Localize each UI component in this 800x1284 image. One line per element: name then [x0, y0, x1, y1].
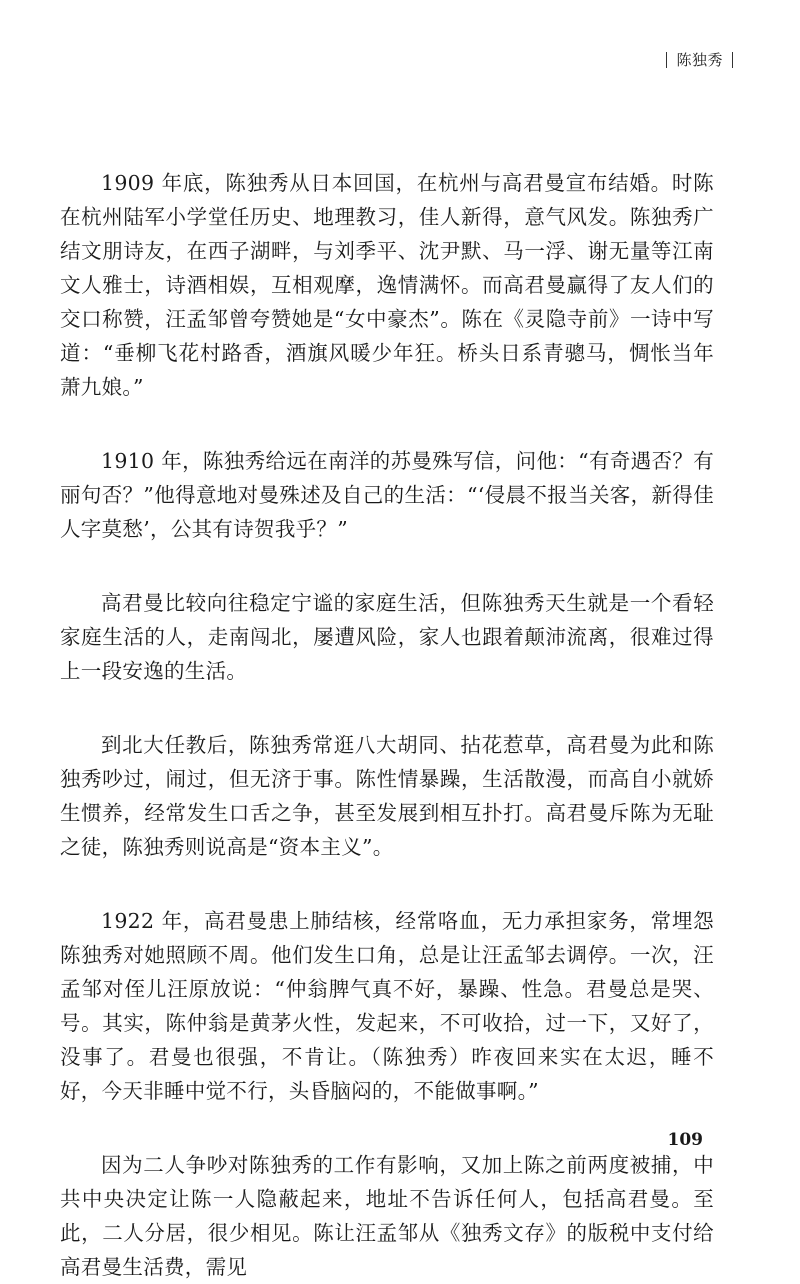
body-text: [60, 166, 714, 1284]
paragraph-5: 1922 年，高君曼患上肺结核，经常咯血，无力承担家务，常埋怨陈独秀对她照顾不周。他们发生口角，总是让汪孟邹去调停。一次，汪孟邹对侄儿汪原放说：“仲翁脾气真不好，暴躁、性急。君曼总是哭、号。其实，陈仲翁是黄茅火性，发起来，不可收拾，过一下，又好了，没事了。君曼也很强，不肯让。（陈独秀）昨夜回来实在太迟，睡不好，今天非睡中觉不行，头昏脑闷的，不能做事啊。”: [60, 909, 714, 1103]
paragraph-4: 到北大任教后，陈独秀常逛八大胡同、拈花惹草，高君曼为此和陈独秀吵过，闹过，但无济于事。陈性情暴躁，生活散漫，而高自小就娇生惯养，经常发生口舌之争，甚至发展到相互扑打。高君曼斥陈为无耻之徒，陈独秀则说高是“资本主义”。: [60, 733, 714, 859]
page-number: 109: [667, 1130, 703, 1150]
paragraph-6: 因为二人争吵对陈独秀的工作有影响，又加上陈之前两度被捕，中共中央决定让陈一人隐蔽起来，地址不告诉任何人，包括高君曼。至此，二人分居，很少相见。陈让汪孟邹从《独秀文存》的版税中支付给高君曼生活费，需见: [60, 1153, 714, 1279]
running-head-left-rule: [666, 52, 667, 68]
paragraph-1: 1909 年底，陈独秀从日本回国，在杭州与高君曼宣布结婚。时陈在杭州陆军小学堂任历史、地理教习，佳人新得，意气风发。陈独秀广结文朋诗友，在西子湖畔，与刘季平、沈尹默、马一浮、谢无量等江南文人雅士，诗酒相娱，互相观摩，逸情满怀。而高君曼赢得了友人们的交口称赞，汪孟邹曾夸赞她是“女中豪杰”。陈在《灵隐寺前》一诗中写道：“垂柳飞花村路香，酒旗风暖少年狂。桥头日系青骢马，惆怅当年萧九娘。”: [60, 171, 714, 399]
paragraph-2: 1910 年，陈独秀给远在南洋的苏曼殊写信，问他：“有奇遇否？有丽句否？”他得意地对曼殊述及自己的生活：“‘侵晨不报当关客，新得佳人字莫愁’，公其有诗贺我乎？”: [60, 449, 714, 541]
paragraph-3: 高君曼比较向往稳定宁谧的家庭生活，但陈独秀天生就是一个看轻家庭生活的人，走南闯北，屡遭风险，家人也跟着颠沛流离，很难过得上一段安逸的生活。: [60, 591, 714, 683]
running-head-title: 陈独秀: [676, 51, 723, 69]
running-head-right-rule: [732, 52, 733, 68]
running-head: [657, 49, 742, 70]
